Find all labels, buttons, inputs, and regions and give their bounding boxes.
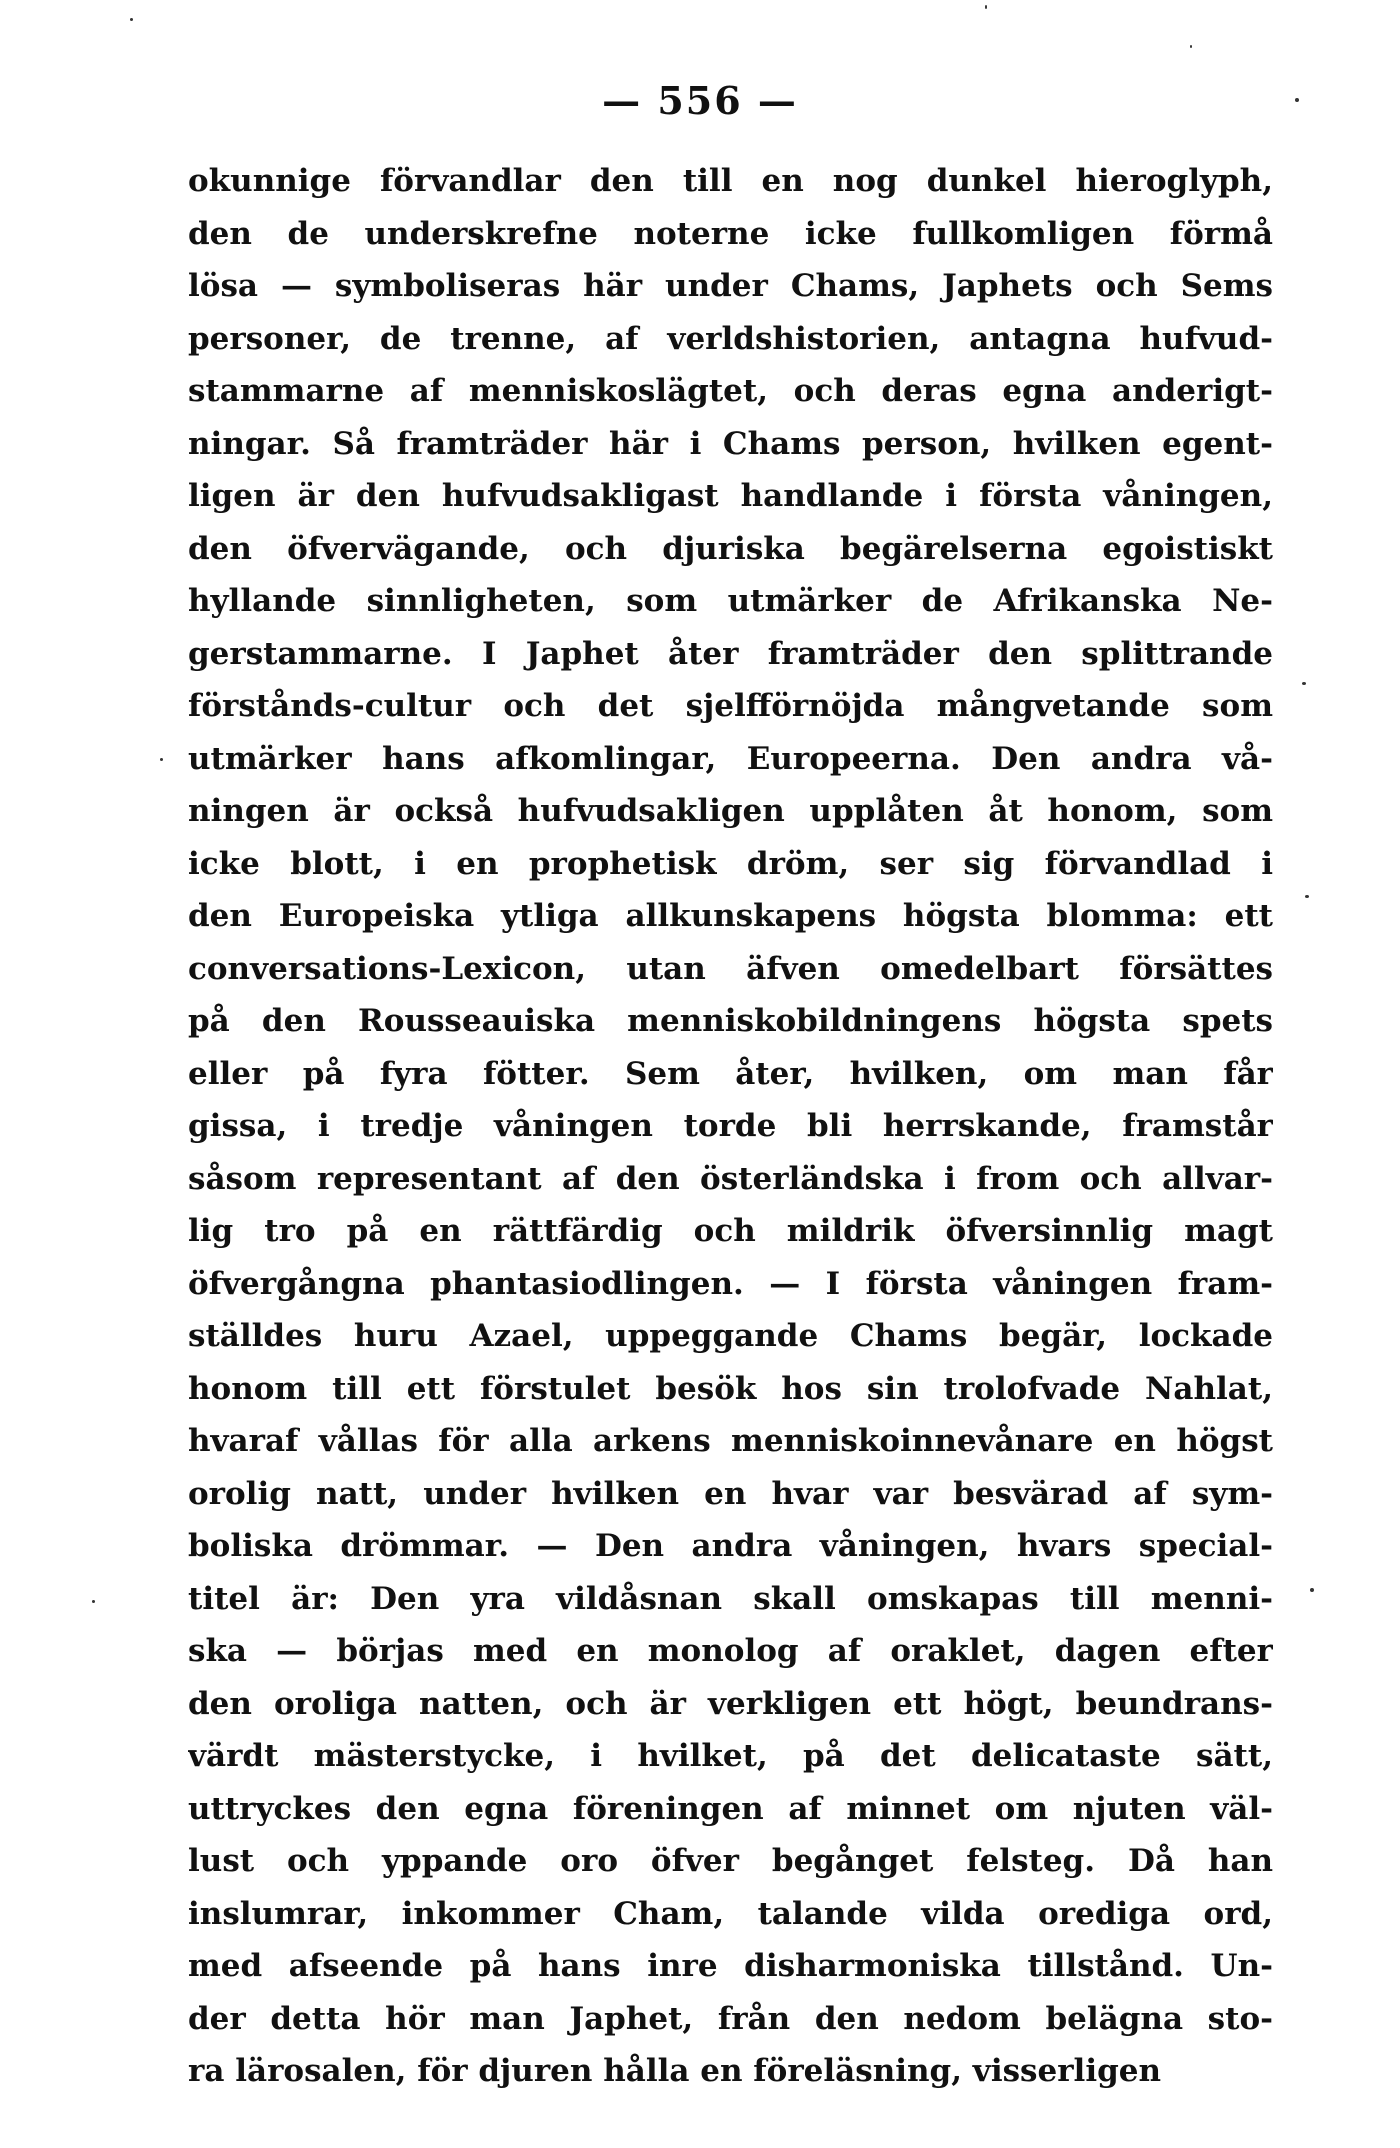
speck [1302,682,1306,685]
text-line: öfvergångna phantasiodlingen. — I första våningen fram- [188,1265,1273,1302]
text-line: stammarne af menniskoslägtet, och deras egna anderigt- [188,373,1273,409]
speck [1305,895,1309,898]
text-line: ningar. Så framträder här i Chams person, hvilken egent- [188,425,1273,462]
text-line: lust och yppande oro öfver begånget felsteg. Då han [188,1843,1273,1879]
text-line: der detta hör man Japhet, från den nedom belägna sto- [188,2000,1273,2037]
text-line: boliska drömmar. — Den andra våningen, hvars special- [188,1528,1273,1564]
text-line: eller på fyra fötter. Sem åter, hvilken, om man får [188,1055,1273,1092]
text-line: okunnige förvandlar den till en nog dunkel hieroglyph, [188,163,1273,199]
speck [1190,45,1192,48]
text-line: hvaraf vållas för alla arkens menniskoinnevånare en högst [188,1423,1273,1459]
text-line: utmärker hans afkomlingar, Europeerna. Den andra vå- [188,740,1273,777]
text-line: den de underskrefne noterne icke fullkomligen förmå [188,215,1273,252]
text-line: den Europeiska ytliga allkunskapens högsta blomma: ett [188,898,1273,934]
speck [130,18,133,21]
text-line: uttryckes den egna föreningen af minnet om njuten väl- [188,1790,1273,1827]
page-number-header: — 556 — [602,78,798,123]
speck [1310,1588,1314,1592]
text-line: inslumrar, inkommer Cham, talande vilda orediga ord, [188,1895,1273,1932]
speck [985,5,987,9]
text-line: orolig natt, under hvilken en hvar var besvärad af sym- [188,1475,1273,1512]
text-line: gissa, i tredje våningen torde bli herrskande, framstår [188,1108,1273,1144]
text-line: ställdes huru Azael, uppeggande Chams begär, lockade [188,1318,1273,1354]
text-line: förstånds-cultur och det sjelfförnöjda mångvetande som [188,688,1273,724]
text-line: ningen är också hufvudsakligen upplåten åt honom, som [188,793,1273,829]
text-line: conversations-Lexicon, utan äfven omedelbart försättes [188,950,1273,987]
text-line: såsom representant af den österländska i from och allvar- [188,1160,1273,1197]
text-line: på den Rousseauiska menniskobildningens högsta spets [188,1003,1273,1039]
text-line: lösa — symboliseras här under Chams, Japhets och Sems [188,268,1273,304]
text-line: lig tro på en rättfärdig och mildrik öfversinnlig magt [188,1213,1273,1249]
text-line: den öfvervägande, och djuriska begärelserna egoistiskt [188,530,1273,567]
text-line: gerstammarne. I Japhet åter framträder den splittrande [188,635,1273,672]
text-line: personer, de trenne, af verldshistorien, antagna hufvud- [188,320,1273,357]
text-line: hyllande sinnligheten, som utmärker de Afrikanska Ne- [188,583,1273,619]
text-line: honom till ett förstulet besök hos sin trolofvade Nahlat, [188,1370,1273,1407]
speck [1295,98,1299,102]
text-line: ra lärosalen, för djuren hålla en föreläsning, visserligen [188,2053,1162,2089]
text-line: värdt mästerstycke, i hvilket, på det delicataste sätt, [188,1738,1273,1774]
text-line: ska — börjas med en monolog af oraklet, dagen efter [188,1633,1273,1669]
text-line: ligen är den hufvudsakligast handlande i första våningen, [188,478,1273,514]
text-line: med afseende på hans inre disharmoniska tillstånd. Un- [188,1948,1273,1984]
speck [92,1600,95,1603]
text-line: titel är: Den yra vildåsnan skall omskapas till menni- [188,1580,1273,1617]
page-body-text [188,155,1273,2098]
text-line: den oroliga natten, och är verkligen ett högt, beundrans- [188,1685,1273,1722]
speck [160,758,163,761]
text-line: icke blott, i en prophetisk dröm, ser sig förvandlad i [188,845,1273,882]
